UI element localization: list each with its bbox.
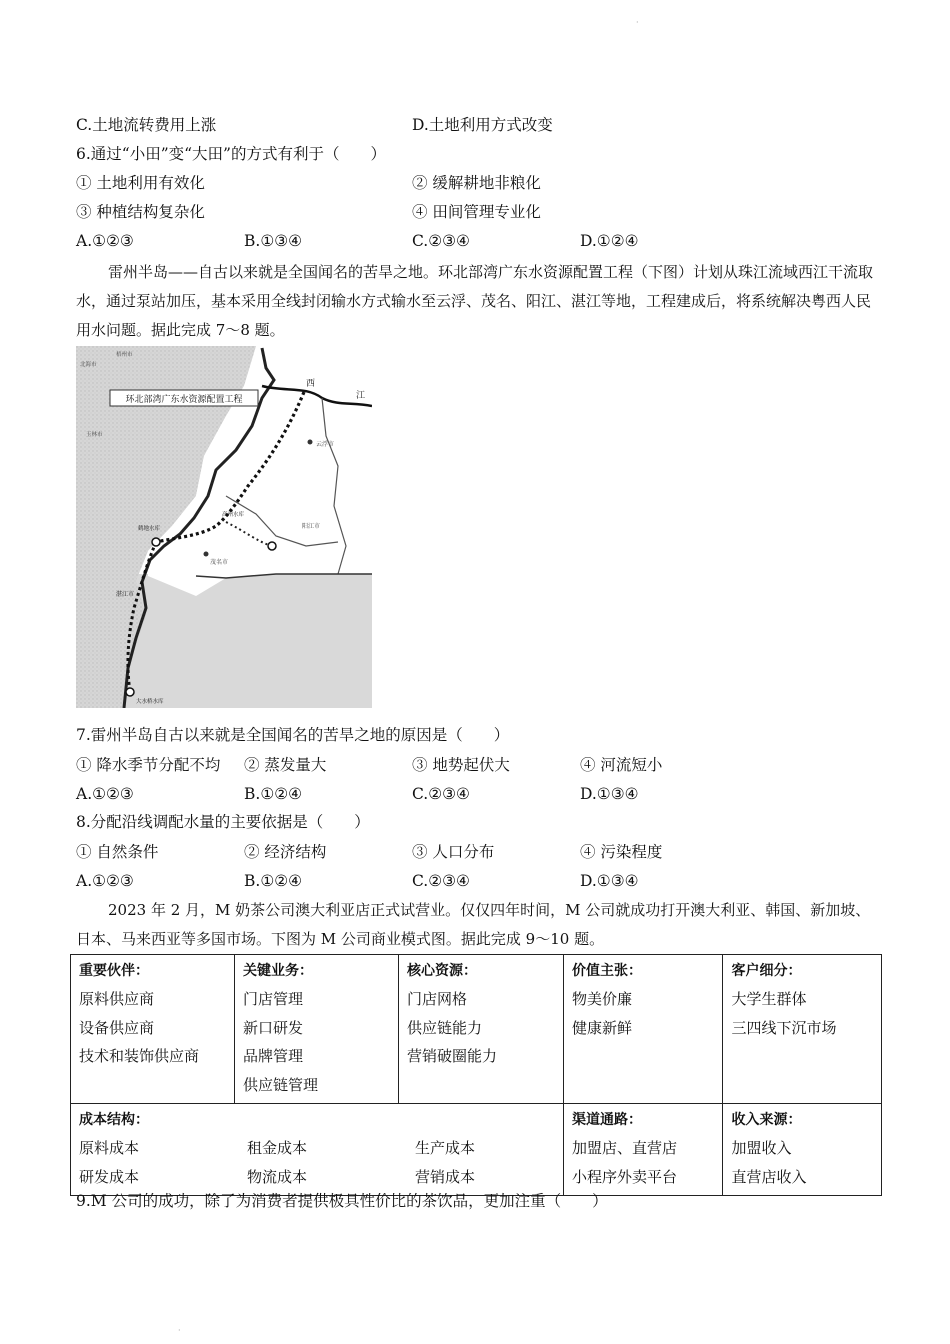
label-yulin: 玉林市 [86, 432, 103, 438]
q7-choice-d[interactable]: D.①③④ [580, 785, 639, 803]
business-model-bottom-row [71, 1104, 882, 1196]
cell-key-partners [71, 955, 235, 1104]
list-item: 研发成本 [79, 1167, 140, 1186]
q8-item-4: ④ 污染程度 [580, 843, 663, 861]
map-title: 环北部湾广东水资源配置工程 [125, 395, 243, 405]
reservoir-marker [152, 538, 160, 546]
q6-choice-c[interactable]: C.②③④ [412, 232, 470, 250]
cell-value-proposition [564, 955, 723, 1104]
list-item: 营销破圈能力 [406, 1047, 497, 1065]
label-jiang: 江 [356, 391, 366, 401]
list-item: 物流成本 [247, 1167, 308, 1186]
q6-choice-b[interactable]: B.①③④ [244, 232, 303, 250]
q7-item-2: ② 蒸发量大 [244, 756, 327, 774]
cell-key-activities [234, 955, 398, 1104]
q9-stem: 9.M 公司的成功，除了为消费者提供极具性价比的茶饮品，更加注重（ ） [76, 1192, 608, 1210]
passage-m-company: 2023 年 2 月，M 奶茶公司澳大利亚店正式试营业。仅仅四年时间，M 公司就成功打开澳大利亚、韩国、新加坡、日本、马来西亚等多国市场。下图为 M 公司商业模式图。据此完成 9～10 题。 [76, 901, 871, 948]
passage-leizhou: 雷州半岛——自古以来就是全国闻名的苦旱之地。环北部湾广东水资源配置工程（下图）计划从珠江流域西江干流取水，通过泵站加压，基本采用全线封闭输水方式输水至云浮、茂名、阳江、湛江等地，工程建成后，将系统解决粤西人民用水问题。据此完成 7～8 题。 [76, 263, 874, 339]
customer-segments-header: 客户细分： [731, 963, 802, 979]
q6-choice-a[interactable]: A.①②③ [76, 232, 134, 250]
q6-choice-d[interactable]: D.①②④ [580, 232, 639, 250]
city-marker [204, 552, 209, 557]
city-marker [308, 440, 313, 445]
list-item: 营销成本 [415, 1167, 476, 1186]
label-wuzhou: 梧州市 [116, 352, 133, 358]
list-item: 加盟店、直营店 [572, 1139, 678, 1157]
q7-choice-b[interactable]: B.①②④ [244, 785, 303, 803]
q7-item-1: ① 降水季节分配不均 [76, 756, 221, 774]
q7-item-4: ④ 河流短小 [580, 756, 663, 774]
label-yangjiang: 阳江市 [302, 523, 321, 530]
list-item: 新口研发 [242, 1018, 303, 1037]
label-hedi-reservoir: 鹤地水库 [138, 526, 161, 532]
list-item: 租金成本 [247, 1139, 308, 1157]
revenue-streams-header: 收入来源： [731, 1112, 802, 1128]
cell-key-resources [398, 955, 563, 1104]
label-dashuiqiao-reservoir: 大水桥水库 [136, 699, 164, 705]
q8-choice-d[interactable]: D.①③④ [580, 872, 639, 890]
q5-option-d[interactable]: D.土地利用方式改变 [412, 116, 553, 134]
list-item: 原料成本 [79, 1139, 140, 1157]
label-xi: 西 [306, 379, 316, 389]
list-item: 生产成本 [415, 1139, 476, 1157]
list-item: 门店管理 [242, 990, 303, 1008]
list-item: 三四线下沉市场 [731, 1018, 837, 1037]
cell-revenue-streams [723, 1104, 882, 1196]
label-yunfu: 云浮市 [316, 441, 335, 448]
key-activities-header: 关键业务： [242, 963, 313, 979]
q7-item-3: ③ 地势起伏大 [412, 756, 510, 774]
value-proposition-header: 价值主张： [572, 963, 642, 979]
label-maoming: 茂名市 [210, 559, 229, 566]
list-item: 健康新鲜 [572, 1018, 633, 1037]
business-model-top-row [71, 955, 882, 1104]
business-model-table [70, 954, 882, 1196]
page-mark: · [636, 18, 639, 27]
q5-option-c[interactable]: C.土地流转费用上涨 [76, 116, 217, 134]
q6-stem: 6.通过“小田”变“大田”的方式有利于（ ） [76, 145, 386, 163]
cell-channels [564, 1104, 723, 1196]
q7-stem: 7.雷州半岛自古以来就是全国闻名的苦旱之地的原因是（ ） [76, 726, 510, 744]
list-item: 技术和装饰供应商 [79, 1047, 200, 1065]
list-item: 小程序外卖平台 [572, 1167, 678, 1186]
reservoir-marker [126, 688, 134, 696]
water-project-map [76, 346, 372, 708]
list-item: 物美价廉 [572, 990, 633, 1008]
list-item: 设备供应商 [79, 1018, 155, 1037]
q8-choice-a[interactable]: A.①②③ [76, 872, 134, 890]
q8-item-2: ② 经济结构 [244, 843, 327, 861]
key-resources-header: 核心资源： [406, 963, 477, 979]
q6-item-4: ④ 田间管理专业化 [412, 203, 541, 221]
list-item: 门店网格 [406, 990, 467, 1008]
q7-choice-a[interactable]: A.①②③ [76, 785, 134, 803]
label-zhanjiang: 湛江市 [116, 591, 135, 598]
q7-choice-c[interactable]: C.②③④ [412, 785, 470, 803]
cell-cost-structure [71, 1104, 564, 1196]
q8-choice-b[interactable]: B.①②④ [244, 872, 303, 890]
q8-choice-c[interactable]: C.②③④ [412, 872, 470, 890]
list-item: 品牌管理 [242, 1047, 303, 1065]
q6-item-1: ① 土地利用有效化 [76, 174, 205, 192]
map-svg [76, 346, 372, 708]
q8-item-1: ① 自然条件 [76, 843, 159, 861]
cost-grid [79, 1134, 555, 1191]
q6-item-2: ② 缓解耕地非粮化 [412, 174, 541, 192]
label-beihai: 北海市 [80, 362, 97, 368]
list-item: 供应链管理 [242, 1075, 318, 1094]
q6-item-3: ③ 种植结构复杂化 [76, 203, 205, 221]
q8-item-3: ③ 人口分布 [412, 843, 495, 861]
q8-stem: 8.分配沿线调配水量的主要依据是（ ） [76, 813, 370, 831]
list-item: 大学生群体 [731, 990, 807, 1008]
channels-header: 渠道通路： [572, 1112, 642, 1128]
list-item: 供应链能力 [406, 1018, 482, 1037]
list-item: 加盟收入 [731, 1139, 792, 1157]
reservoir-marker [268, 542, 276, 550]
cell-customer-segments [723, 955, 882, 1104]
list-item: 直营店收入 [731, 1167, 807, 1186]
label-gaozhou-reservoir: 高州水库 [222, 512, 245, 518]
key-partners-header: 重要伙伴： [79, 963, 149, 979]
list-item: 原料供应商 [79, 990, 155, 1008]
cost-structure-header: 成本结构： [79, 1112, 149, 1128]
page-mark: · [178, 1326, 181, 1335]
